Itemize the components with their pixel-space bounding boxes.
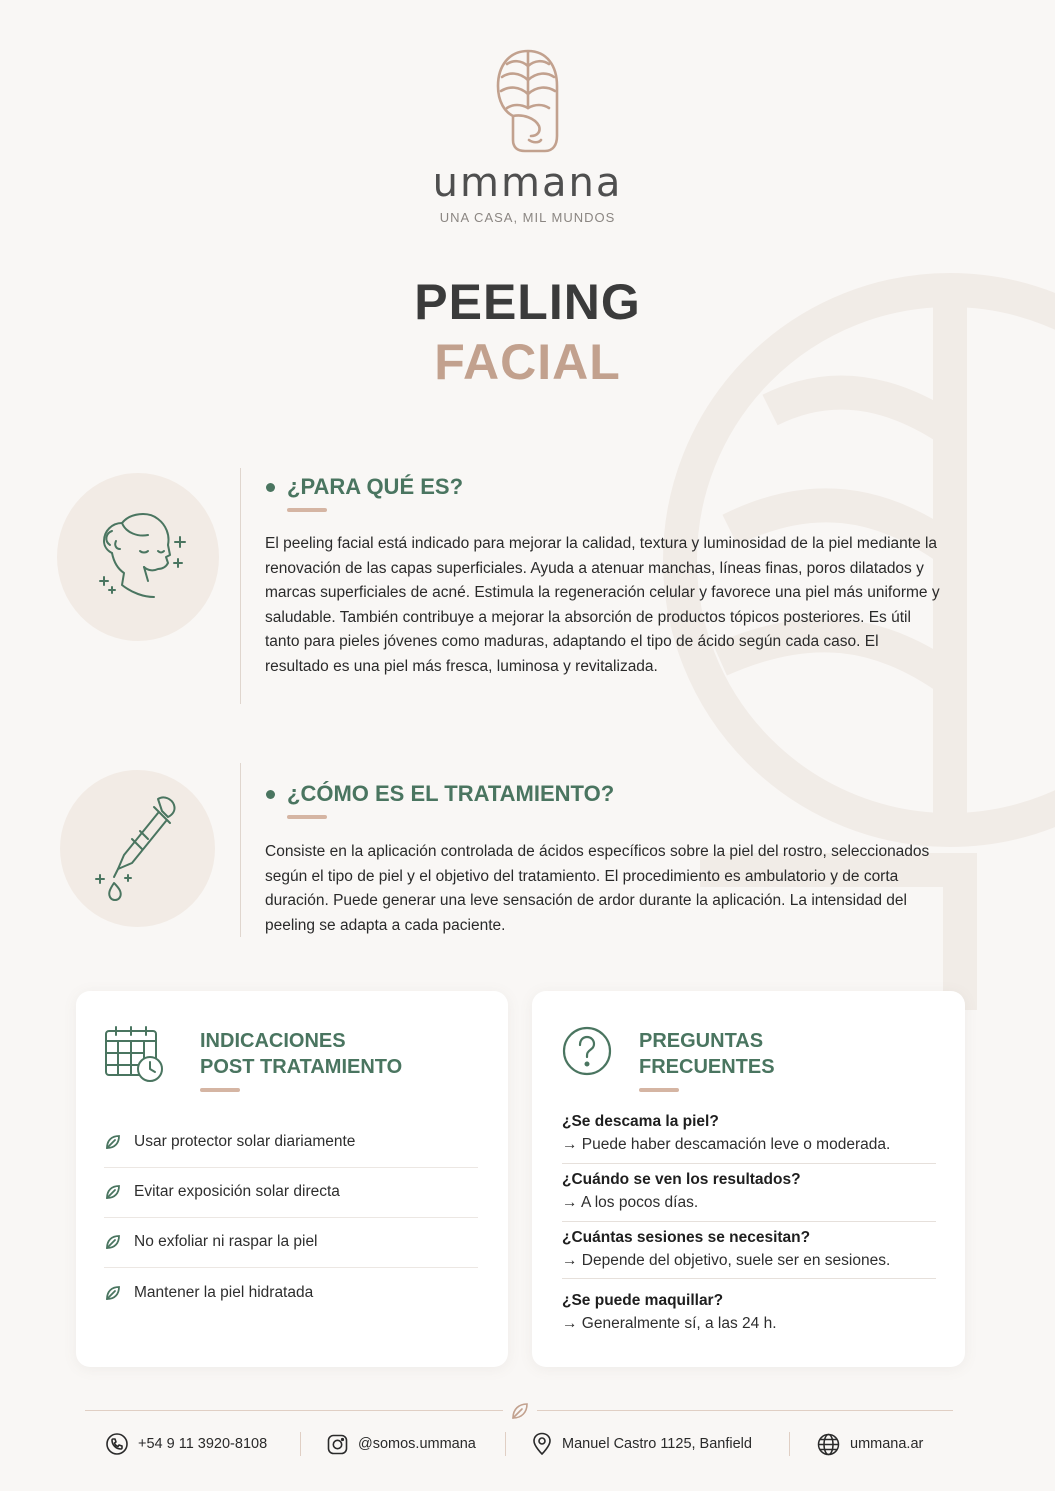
footer [0, 1428, 1055, 1460]
faq-item [562, 1290, 936, 1336]
post-item [104, 1167, 478, 1218]
leaf-icon [104, 1233, 122, 1251]
page-title [0, 272, 1055, 392]
brand-name: ummana [432, 160, 623, 206]
faq-question: ¿Cuántas sesiones se necesitan? [562, 1229, 811, 1246]
faq-answer: → A los pocos días. [562, 1194, 699, 1211]
post-treatment-card [76, 991, 508, 1367]
footer-leaf-icon [510, 1401, 530, 1421]
faq-title-line-2: FRECUENTES [639, 1056, 775, 1078]
calendar-clock-icon [104, 1025, 164, 1083]
post-item-text: Usar protector solar diariamente [134, 1133, 356, 1150]
post-item [104, 1117, 478, 1168]
bullet-dot [266, 790, 275, 799]
leaf-icon [104, 1133, 122, 1151]
post-title-line-2: POST TRATAMIENTO [200, 1056, 403, 1078]
dropper-icon [88, 789, 188, 909]
section-2-heading-text: ¿CÓMO ES EL TRATAMIENTO? [287, 781, 615, 806]
footer-website-text: ummana.ar [850, 1436, 924, 1452]
section-1-divider [240, 468, 241, 704]
faq-item [562, 1169, 936, 1215]
faq-question: ¿Cuándo se ven los resultados? [562, 1171, 801, 1188]
leaf-icon [104, 1284, 122, 1302]
leaf-icon [104, 1183, 122, 1201]
post-card-title [200, 1028, 402, 1080]
post-item-text: Evitar exposición solar directa [134, 1183, 340, 1200]
post-item [104, 1268, 478, 1318]
face-icon-circle [57, 473, 219, 641]
location-pin-icon [532, 1432, 552, 1456]
section-1-underline [287, 508, 327, 512]
post-item [104, 1217, 478, 1268]
faq-divider [562, 1278, 936, 1279]
leaf-face-logo-icon [495, 48, 561, 154]
faq-question: ¿Se puede maquillar? [562, 1292, 724, 1309]
post-item-text: No exfoliar ni raspar la piel [134, 1233, 318, 1250]
faq-title-line-1: PREGUNTAS [639, 1030, 764, 1052]
section-2-body: Consiste en la aplicación controlada de ácidos específicos sobre la piel del rostro, seleccionados según el tipo de piel y el objetivo del tratamiento. El procedimiento es ambulatorio y de corta duración. Puede generar una leve sensación de ardor durante la aplicación. La intensidad del peeling se adapta a cada paciente. [265, 843, 930, 934]
post-card-underline [200, 1088, 240, 1092]
section-1-heading [266, 474, 463, 500]
faq-question: ¿Se descama la piel? [562, 1113, 719, 1130]
footer-instagram[interactable] [327, 1428, 476, 1460]
faq-item [562, 1111, 936, 1157]
faq-divider [562, 1163, 936, 1164]
faq-card-title [639, 1028, 775, 1080]
phone-icon [106, 1433, 128, 1455]
footer-address[interactable] [532, 1428, 752, 1460]
footer-separator [789, 1432, 790, 1456]
title-line-1: PEELING [414, 274, 641, 330]
bullet-dot [266, 483, 275, 492]
question-icon [561, 1025, 613, 1077]
section-2-divider [240, 763, 241, 937]
faq-item [562, 1227, 936, 1273]
faq-answer: → Puede haber descamación leve o moderada. [562, 1136, 891, 1153]
faq-card-underline [639, 1088, 679, 1092]
globe-icon [817, 1433, 840, 1456]
section-2-underline [287, 815, 327, 819]
section-2-heading [266, 781, 614, 807]
faq-divider [562, 1221, 936, 1222]
faq-answer: → Generalmente sí, a las 24 h. [562, 1315, 777, 1332]
footer-divider-left [85, 1410, 503, 1411]
section-1-heading-text: ¿PARA QUÉ ES? [287, 474, 464, 499]
brand-logo [0, 48, 1055, 225]
section-1-body: El peeling facial está indicado para mejorar la calidad, textura y luminosidad de la piel mediante la renovación de las capas superficiales. Ayuda a atenuar manchas, líneas finas, poros dilatados y marcas superficiales de acné. Estimula la regeneración celular y favorece una piel más uniforme y saludable. También contribuye a mejorar la absorción de productos tópicos posteriores. Es útil tanto para pieles jóvenes como maduras, adaptando el tipo de ácido según cada caso. El resultado es una piel más fresca, luminosa y revitalizada. [265, 535, 940, 675]
face-icon [82, 501, 194, 613]
footer-separator [505, 1432, 506, 1456]
footer-phone[interactable] [106, 1428, 267, 1460]
dropper-icon-circle [60, 770, 215, 927]
footer-website[interactable] [817, 1428, 923, 1460]
footer-separator [300, 1432, 301, 1456]
post-item-text: Mantener la piel hidratada [134, 1284, 314, 1301]
title-line-2: FACIAL [434, 334, 621, 390]
footer-instagram-text: @somos.ummana [358, 1436, 476, 1452]
post-title-line-1: INDICACIONES [200, 1030, 346, 1052]
footer-phone-text: +54 9 11 3920-8108 [138, 1436, 268, 1452]
faq-answer: → Depende del objetivo, suele ser en sesiones. [562, 1252, 891, 1269]
instagram-icon [327, 1434, 348, 1455]
faq-card [532, 991, 965, 1367]
footer-divider-right [537, 1410, 953, 1411]
footer-address-text: Manuel Castro 1125, Banfield [562, 1436, 752, 1452]
brand-tagline: UNA CASA, MIL MUNDOS [439, 210, 616, 225]
